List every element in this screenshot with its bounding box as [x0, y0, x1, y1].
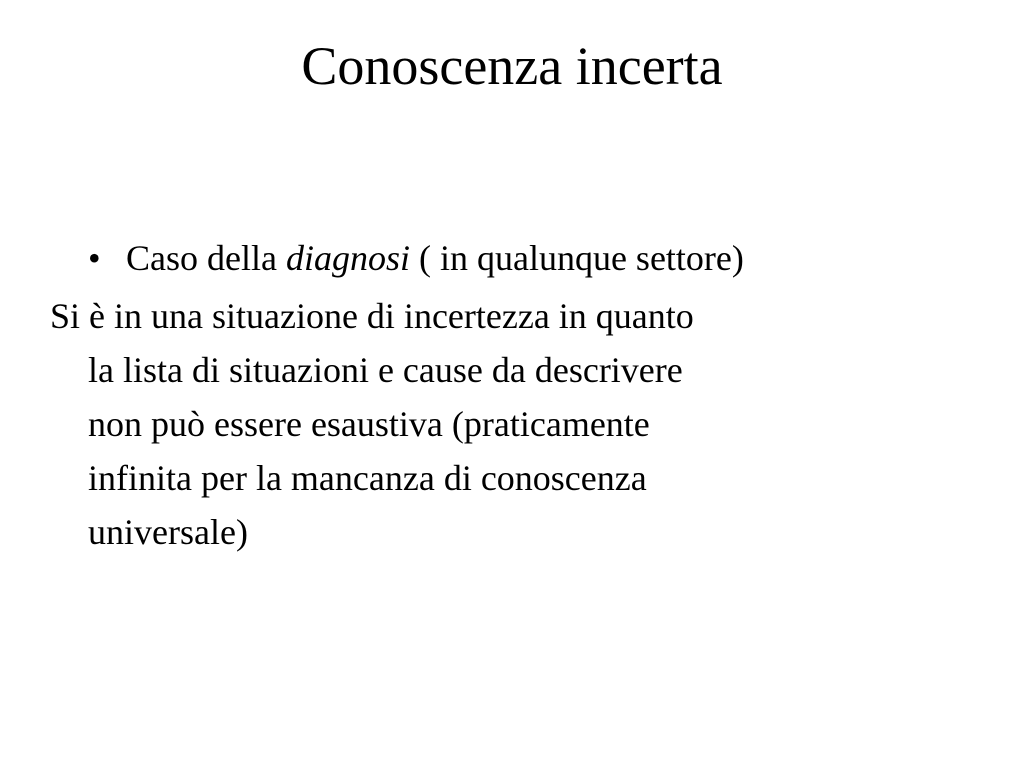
paragraph-line-5: universale) [88, 512, 248, 552]
bullet-text-before: Caso della [126, 238, 286, 278]
slide-title: Conoscenza incerta [301, 36, 723, 96]
bullet-marker: • [88, 238, 101, 278]
paragraph-line-2: la lista di situazioni e cause da descrivere [88, 350, 683, 390]
slide-body [50, 231, 948, 559]
paragraph-line-1: Si è in una situazione di incertezza in quanto [50, 296, 694, 336]
bullet-item [88, 231, 948, 285]
paragraph-line-3: non può essere esaustiva (praticamente [88, 404, 650, 444]
paragraph-line-4: infinita per la mancanza di conoscenza [88, 458, 647, 498]
bullet-text-emphasis: diagnosi [285, 238, 410, 278]
bullet-text-after: ( in qualunque settore) [409, 238, 744, 278]
body-paragraph [50, 289, 948, 559]
